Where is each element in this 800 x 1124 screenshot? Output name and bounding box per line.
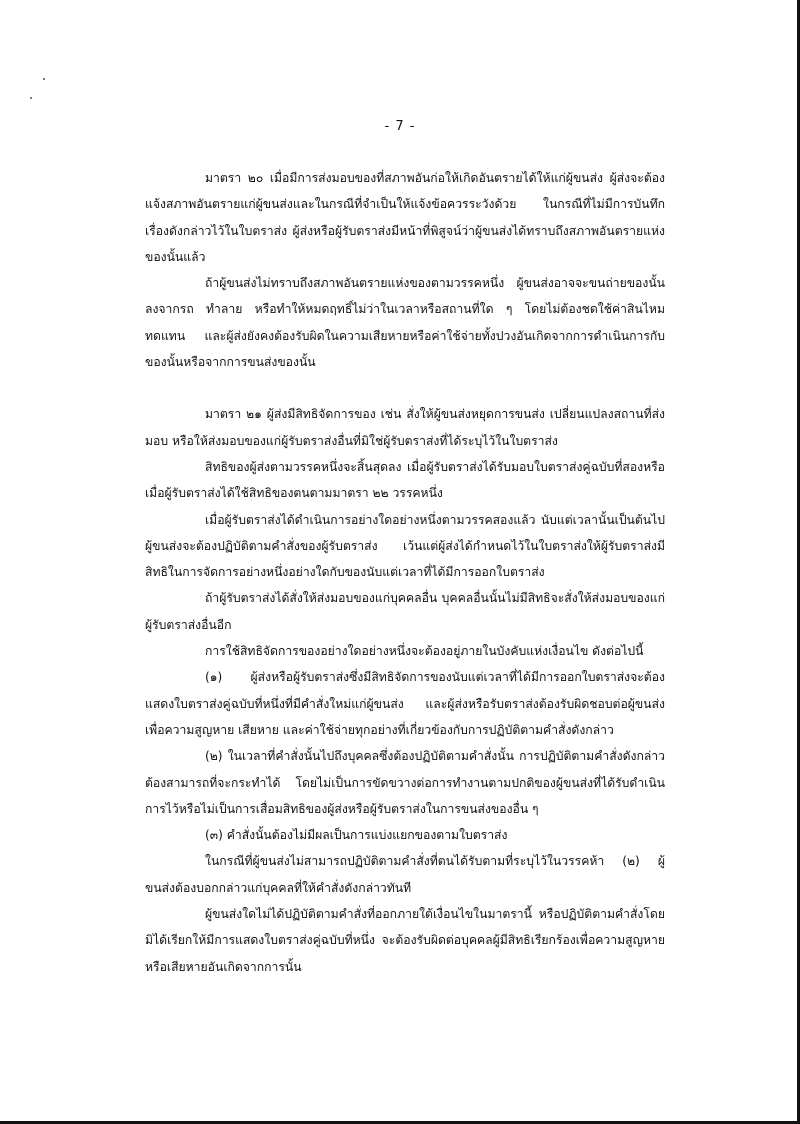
paragraph-section-20-2: ถ้าผู้ขนส่งไม่ทราบถึงสภาพอันตรายแห่งของตามวรรคหนึ่ง ผู้ขนส่งอาจจะขนถ่ายของนั้นลงจากรถ ทำลาย หรือทำให้หมดฤทธิ์ไม่ว่าในเวลาหรือสถานที่ใด ๆ โดยไม่ต้องชดใช้ค่าสินไหมทดแทน และผู้ส่งยังคงต้องรับผิดในความเสียหายหรือค่าใช้จ่ายทั้งปวงอันเกิดจากการดำเนินการกับของนั้นหรือจากการขนส่งของนั้น [145,276,665,370]
paragraph-section-20: มาตรา ๒๐ เมื่อมีการส่งมอบของที่สภาพอันก่อให้เกิดอันตรายได้ให้แก่ผู้ขนส่ง ผู้ส่งจะต้องแจ้งสภาพอันตรายแก่ผู้ขนส่งและในกรณีที่จำเป็นให้แจ้งข้อควรระวังด้วย ในกรณีที่ไม่มีการบันทึกเรื่องดังกล่าวไว้ในใบตราส่ง ผู้ส่งหรือผู้รับตราส่งมีหน้าที่พิสูจน์ว่าผู้ขนส่งได้ทราบถึงสภาพอันตรายแห่งของนั้นแล้ว [145,171,665,264]
condition-item-3: (๓) คำสั่งนั้นต้องไม่มีผลเป็นการแบ่งแยกของตามใบตราส่ง [205,828,508,843]
paragraph-section-21-4: ถ้าผู้รับตราส่งได้สั่งให้ส่งมอบของแก่บุคคลอื่น บุคคลอื่นนั้นไม่มีสิทธิจะสั่งให้ส่งมอบของแก่ผู้รับตราส่งอื่นอีก [145,591,665,632]
condition-item-2: (๒) ในเวลาที่คำสั่งนั้นไปถึงบุคคลซึ่งต้องปฏิบัติตามคำสั่งนั้น การปฏิบัติตามคำสั่งดังกล่าวต้องสามารถที่จะกระทำได้ โดยไม่เป็นการขัดขวางต่อการทำงานตามปกติของผู้ขนส่งที่ได้รับดำเนินการไว้หรือไม่เป็นการเสื่อมสิทธิของผู้ส่งหรือผู้รับตราส่งในการขนส่งของอื่น ๆ [145,749,665,816]
paragraph-section-21-3: เมื่อผู้รับตราส่งได้ดำเนินการอย่างใดอย่างหนึ่งตามวรรคสองแล้ว นับแต่เวลานั้นเป็นต้นไปผู้ขนส่งจะต้องปฏิบัติตามคำสั่งของผู้รับตราส่ง เว้นแต่ผู้ส่งได้กำหนดไว้ในใบตราส่งให้ผู้รับตราส่งมีสิทธิในการจัดการอย่างหนึ่งอย่างใดกับของนับแต่เวลาที่ได้มีการออกใบตราส่ง [145,512,665,580]
paragraph-section-21-5: การใช้สิทธิจัดการของอย่างใดอย่างหนึ่งจะต้องอยู่ภายในบังคับแห่งเงื่อนไข ดังต่อไปนี้ [205,644,644,659]
condition-item-1: (๑) ผู้ส่งหรือผู้รับตราส่งซึ่งมีสิทธิจัดการของนับแต่เวลาที่ได้มีการออกใบตราส่งจะต้องแสดงใบตราส่งคู่ฉบับที่หนึ่งที่มีคำสั่งใหม่แก่ผู้ขนส่ง และผู้ส่งหรือรับตราส่งต้องรับผิดชอบต่อผู้ขนส่งเพื่อความสูญหาย เสียหาย และค่าใช้จ่ายทุกอย่างที่เกี่ยวข้องกับการปฏิบัติตามคำสั่งดังกล่าว [145,670,665,737]
paragraph-section-21-2: สิทธิของผู้ส่งตามวรรคหนึ่งจะสิ้นสุดลง เมื่อผู้รับตราส่งได้รับมอบใบตราส่งคู่ฉบับที่สองหรือเมื่อผู้รับตราส่งได้ใช้สิทธิของตนตามมาตรา ๒๒ วรรคหนึ่ง [145,459,665,501]
page-number: - 7 - [384,119,416,134]
paragraph-section-21-7: ผู้ขนส่งใดไม่ได้ปฏิบัติตามคำสั่งที่ออกภายใต้เงื่อนไขในมาตรานี้ หรือปฏิบัติตามคำสั่งโดยมิได้เรียกให้มีการแสดงใบตราส่งคู่ฉบับที่หนึ่ง จะต้องรับผิดต่อบุคคลผู้มีสิทธิเรียกร้องเพื่อความสูญหายหรือเสียหายอันเกิดจากการนั้น [145,907,665,974]
document-body [145,165,665,980]
paragraph-section-21-6: ในกรณีที่ผู้ขนส่งไม่สามารถปฏิบัติตามคำสั่งที่ตนได้รับตามที่ระบุไว้ในวรรคห้า (๒) ผู้ขนส่งต้องบอกกล่าวแก่บุคคลที่ให้คำสั่งดังกล่าวทันที [145,854,665,895]
paragraph-section-21: มาตรา ๒๑ ผู้ส่งมีสิทธิจัดการของ เช่น สั่งให้ผู้ขนส่งหยุดการขนส่ง เปลี่ยนแปลงสถานที่ส่งมอบ หรือให้ส่งมอบของแก่ผู้รับตราส่งอื่นที่มิใช่ผู้รับตราส่งที่ได้ระบุไว้ในใบตราส่ง [145,407,665,448]
scan-speck [43,78,45,80]
scan-speck [30,97,32,99]
